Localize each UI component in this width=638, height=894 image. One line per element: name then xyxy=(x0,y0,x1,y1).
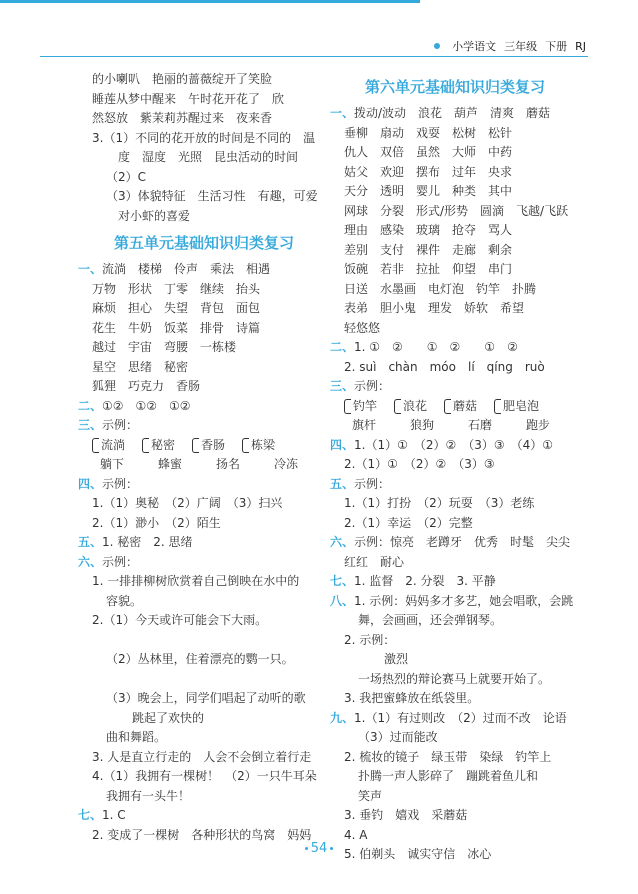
bracket-icon xyxy=(242,438,249,453)
l-q6: 六、示例： xyxy=(78,554,139,569)
pair-word: 浪花 xyxy=(394,397,444,417)
text-line: 狐狸 巧克力 香肠 xyxy=(92,379,201,393)
unit6-title: 第六单元基础知识归类复习 xyxy=(364,78,545,96)
header-divider xyxy=(40,56,588,57)
text-line: 星空 思绪 秘密 xyxy=(92,359,189,374)
text-line: 日送 水墨画 电灯泡 钓竿 扑腾 xyxy=(344,281,537,296)
text-line: 网球 分裂 形式/形势 圆滴 飞越/飞跃 xyxy=(344,203,569,218)
text-line: 2.（1）渺小 （2）陌生 xyxy=(92,515,221,530)
text-line: 差别 支付 裸件 走廊 剩余 xyxy=(344,242,513,257)
text-line: 睡莲从梦中醒来 午时花开花了 欣 xyxy=(92,91,285,106)
text-line: 2.（1）今天或许可能会下大雨。 xyxy=(92,613,268,627)
r-q5: 五、示例： xyxy=(330,476,391,491)
text-line: 我拥有一头牛！ xyxy=(106,788,191,803)
text-line: 4.（1）我拥有一棵树！ （2）一只牛耳朵 xyxy=(92,769,317,783)
header-grade: 三年级 xyxy=(504,40,538,53)
text-line: 2. 梳妆的镜子 绿玉带 染绿 钓竿上 xyxy=(344,749,552,764)
text-line: 2.（1）① （2）② （3）③ xyxy=(344,457,495,471)
l-q7: 七、1. C xyxy=(78,808,126,822)
text-line: 垂柳 扇动 戏耍 松树 松针 xyxy=(344,125,513,140)
text-line: 对小虾的喜爱 xyxy=(118,208,191,223)
l-q2: 二、①② ①② ①② xyxy=(78,398,191,413)
pair-word: 蘑菇 xyxy=(444,397,494,417)
bracket-icon xyxy=(344,399,351,414)
bullet-icon xyxy=(434,43,440,49)
page-header xyxy=(434,38,586,54)
bracket-icon xyxy=(444,399,451,414)
text-line: 扑腾一声人影碎了 蹦跳着鱼儿和 xyxy=(358,769,539,783)
text-line: 2. 示例： xyxy=(344,632,396,647)
text-line: （2）C xyxy=(106,169,147,184)
text-line: 舞，会画画，还会弹钢琴。 xyxy=(358,613,503,627)
l-q1: 一、流淌 楼梯 伶声 乘法 相遇 xyxy=(78,262,271,276)
l-q3-pairs xyxy=(78,436,330,475)
left-column xyxy=(78,70,330,845)
text-line: 2. suì chàn móo lí qíng ruò xyxy=(344,359,545,374)
text-line: （3）晚会上，同学们唱起了动听的歌 xyxy=(106,691,306,705)
r-q2: 二、1. ① ② ① ② ① ② xyxy=(330,340,518,354)
l-q4: 四、示例： xyxy=(78,476,139,491)
text-line: 1.（1）打扮 （2）玩耍 （3）老练 xyxy=(344,496,535,510)
bracket-icon xyxy=(192,438,199,453)
text-line: （3）过而能改 xyxy=(358,730,438,744)
text-line: 容貌。 xyxy=(106,593,143,608)
text-line: 花生 牛奶 饭菜 排骨 诗篇 xyxy=(92,320,261,335)
r-q8: 八、1. 示例：妈妈多才多艺，她会唱歌，会跳 xyxy=(330,593,574,608)
r-q6: 六、示例：惊亮 老蹲牙 优秀 时髦 尖尖 xyxy=(330,535,571,549)
text-line: 轻悠悠 xyxy=(344,320,381,335)
pair-word: 躺下 xyxy=(100,457,125,471)
text-line: 笑声 xyxy=(358,788,383,803)
r-q7: 七、1. 监督 2. 分裂 3. 平静 xyxy=(330,574,496,588)
text-line: 曲和舞蹈。 xyxy=(106,730,167,744)
text-line: 理由 感染 玻璃 抢夺 骂人 xyxy=(344,223,513,237)
pair-word: 秘密 xyxy=(142,436,192,456)
header-accent-bar xyxy=(0,0,420,3)
pair-word: 栋梁 xyxy=(242,436,292,456)
text-line: 3. 我把蜜蜂放在纸袋里。 xyxy=(344,691,480,705)
pair-word: 狼狗 xyxy=(410,418,435,432)
text-line: 然怒放 紫茉莉苏醒过来 夜来香 xyxy=(92,111,273,125)
bracket-icon xyxy=(394,399,401,414)
text-line: 越过 宇宙 弯腰 一栋楼 xyxy=(92,340,237,354)
r-q3: 三、示例： xyxy=(330,379,391,393)
text-line xyxy=(78,670,330,690)
pair-word: 蜂蜜 xyxy=(158,457,183,471)
text-line: 3.（1）不同的花开放的时间是不同的 温 xyxy=(92,130,316,145)
text-line: （2）丛林里，住着漂亮的鹦一只。 xyxy=(106,652,294,666)
text-line: 度 湿度 光照 昆虫活动的时间 xyxy=(118,150,299,164)
text-line: 2. 变成了一棵树 各种形状的鸟窝 妈妈 xyxy=(92,827,312,842)
bracket-icon xyxy=(494,399,501,414)
text-line: 表弟 胆小鬼 理发 娇软 希望 xyxy=(344,301,525,315)
page-number: 54 xyxy=(0,841,638,856)
text-line: 万物 形状 丁零 继续 抬头 xyxy=(92,281,261,296)
header-edition: RJ xyxy=(575,40,586,53)
r-q1: 一、拨动/波动 浪花 葫芦 清爽 蘑菇 xyxy=(330,106,551,120)
text-line: 3. 垂钓 嬉戏 采蘑菇 xyxy=(344,808,468,822)
text-line: 5. 伯剃头 诚实守信 冰心 xyxy=(344,847,492,861)
right-column xyxy=(330,70,580,865)
header-subject: 小学语文 xyxy=(452,40,497,53)
pair-word: 石磨 xyxy=(468,418,493,432)
l-q5: 五、1. 秘密 2. 思绪 xyxy=(78,535,193,549)
pair-word: 扬名 xyxy=(216,457,241,471)
text-line: （3）体貌特征 生活习性 有趣，可爱 xyxy=(106,189,318,203)
text-line: 姑父 欢迎 摆布 过年 央求 xyxy=(344,164,513,179)
text-line: 激烈 xyxy=(384,652,409,666)
text-line: 的小喇叭 艳丽的蔷薇绽开了笑脸 xyxy=(92,72,273,86)
text-line: 跳起了欢快的 xyxy=(132,710,205,725)
text-line: 2.（1）幸运 （2）完整 xyxy=(344,515,473,530)
l-q3: 三、示例： xyxy=(78,418,139,432)
text-line: 天分 透明 婴儿 种类 其中 xyxy=(344,184,513,198)
unit5-title: 第五单元基础知识归类复习 xyxy=(113,234,294,252)
header-term: 下册 xyxy=(545,40,568,53)
pair-word: 旗杆 xyxy=(352,418,377,432)
text-line: 4. A xyxy=(344,827,368,842)
pair-word: 跑步 xyxy=(526,418,551,432)
pair-word: 流淌 xyxy=(92,436,142,456)
text-line: 红红 耐心 xyxy=(344,554,405,569)
r-q3-pairs xyxy=(330,397,580,436)
bracket-icon xyxy=(142,438,149,453)
text-line xyxy=(78,631,330,651)
pair-word: 冷冻 xyxy=(274,457,299,471)
pair-word: 肥皂泡 xyxy=(494,397,544,417)
text-line: 饭碗 若非 拉扯 仰望 串门 xyxy=(344,262,513,276)
text-line: 1. 一排排柳树欣赏着自己倒映在水中的 xyxy=(92,574,300,588)
text-line: 3. 人是直立行走的 人会不会倒立着行走 xyxy=(92,749,312,764)
bracket-icon xyxy=(92,438,99,453)
text-line: 一场热烈的辩论赛马上就要开始了。 xyxy=(358,671,551,686)
r-q9: 九、1.（1）有过则改 （2）过而不改 论语 xyxy=(330,710,567,725)
pair-word: 钓竿 xyxy=(344,397,394,417)
text-line: 1.（1）奥秘 （2）广阔 （3）扫兴 xyxy=(92,496,283,510)
text-line: 麻烦 担心 失望 背包 面包 xyxy=(92,301,261,315)
r-q4: 四、1.（1）① （2）② （3）③ （4）① xyxy=(330,437,554,452)
text-line: 仇人 双倍 虽然 大师 中药 xyxy=(344,145,513,159)
pair-word: 香肠 xyxy=(192,436,242,456)
